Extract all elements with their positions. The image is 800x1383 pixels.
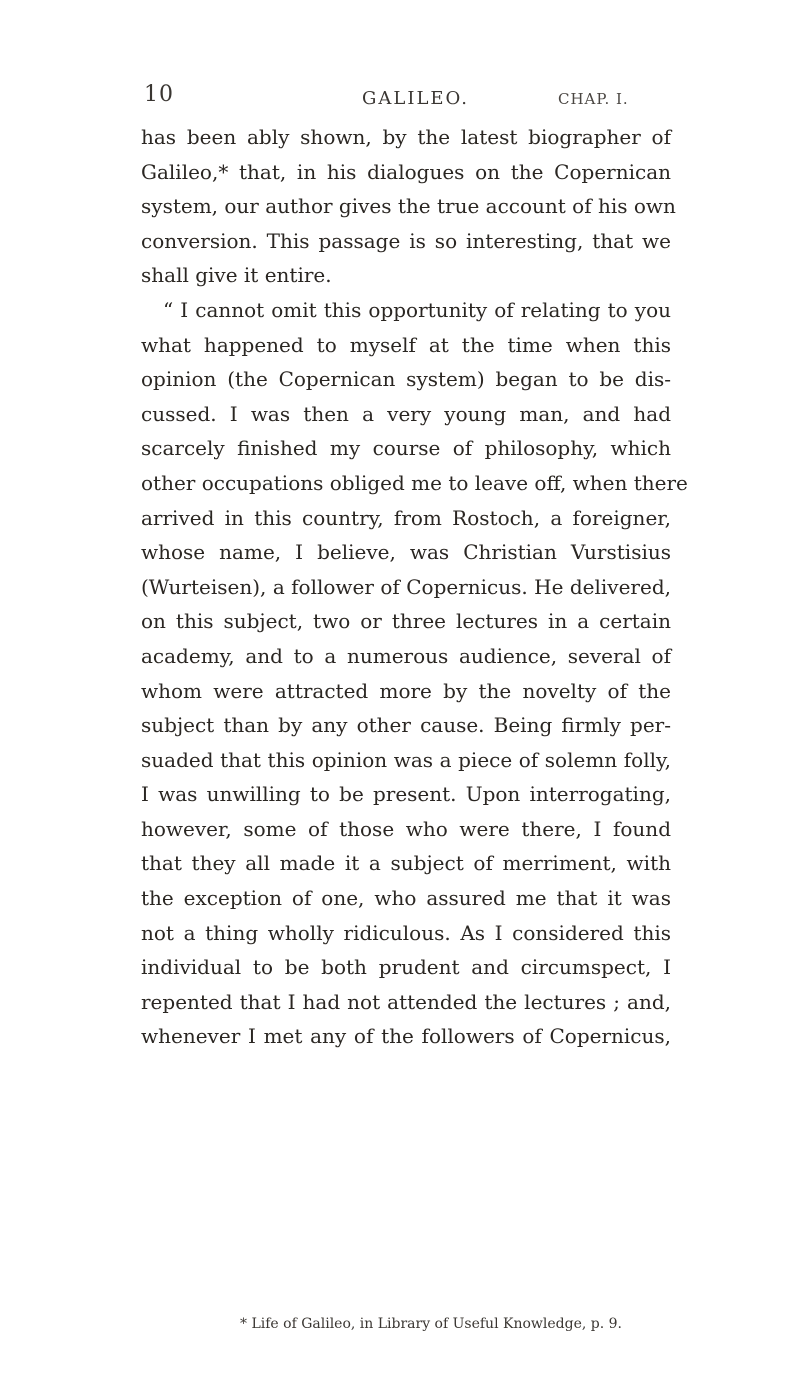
- text-line: on this subject, two or three lectures in a certain: [141, 609, 671, 634]
- text-line: suaded that this opinion was a piece of solemn folly,: [141, 747, 671, 772]
- text-line: academy, and to a numerous audience, several of: [141, 643, 671, 668]
- text-line: individual to be both prudent and circumspect, I: [141, 955, 671, 980]
- footnote: * Life of Galileo, in Library of Useful Knowledge, p. 9.: [240, 1316, 622, 1332]
- text-line: conversion. This passage is so interesting, that we: [141, 228, 671, 253]
- text-line: however, some of those who were there, I found: [141, 816, 671, 841]
- text-line: not a thing wholly ridiculous. As I considered this: [141, 920, 671, 945]
- text-line: other occupations obliged me to leave off, when there: [141, 470, 688, 495]
- text-line: arrived in this country, from Rostoch, a foreigner,: [141, 505, 671, 530]
- text-line: opinion (the Copernican system) began to be dis-: [141, 367, 671, 392]
- running-title: GALILEO.: [362, 88, 469, 109]
- text-line: the exception of one, who assured me that it was: [141, 886, 671, 911]
- text-line: whom were attracted more by the novelty of the: [141, 678, 671, 703]
- text-line: (Wurteisen), a follower of Copernicus. He delivered,: [141, 574, 671, 599]
- text-line: system, our author gives the true account of his own: [141, 194, 676, 219]
- text-line: whenever I met any of the followers of Copernicus,: [141, 1024, 671, 1049]
- text-line: repented that I had not attended the lectures ; and,: [141, 989, 671, 1014]
- text-line: whose name, I believe, was Christian Vurstisius: [141, 540, 671, 565]
- text-line: subject than by any other cause. Being firmly per-: [141, 713, 671, 738]
- page-number: 10: [144, 82, 174, 107]
- text-line: “ I cannot omit this opportunity of relating to you: [163, 297, 671, 322]
- text-line: Galileo,* that, in his dialogues on the Copernican: [141, 159, 671, 184]
- text-line: I was unwilling to be present. Upon interrogating,: [141, 782, 671, 807]
- chapter-label: CHAP. I.: [558, 90, 629, 108]
- text-line: has been ably shown, by the latest biographer of: [141, 125, 671, 149]
- text-line: shall give it entire.: [141, 263, 332, 288]
- text-line: cussed. I was then a very young man, and had: [141, 401, 671, 426]
- body-text: [141, 120, 688, 1054]
- text-line: that they all made it a subject of merriment, with: [141, 851, 671, 876]
- text-line: scarcely finished my course of philosophy, which: [141, 436, 671, 461]
- text-line: what happened to myself at the time when this: [141, 332, 671, 357]
